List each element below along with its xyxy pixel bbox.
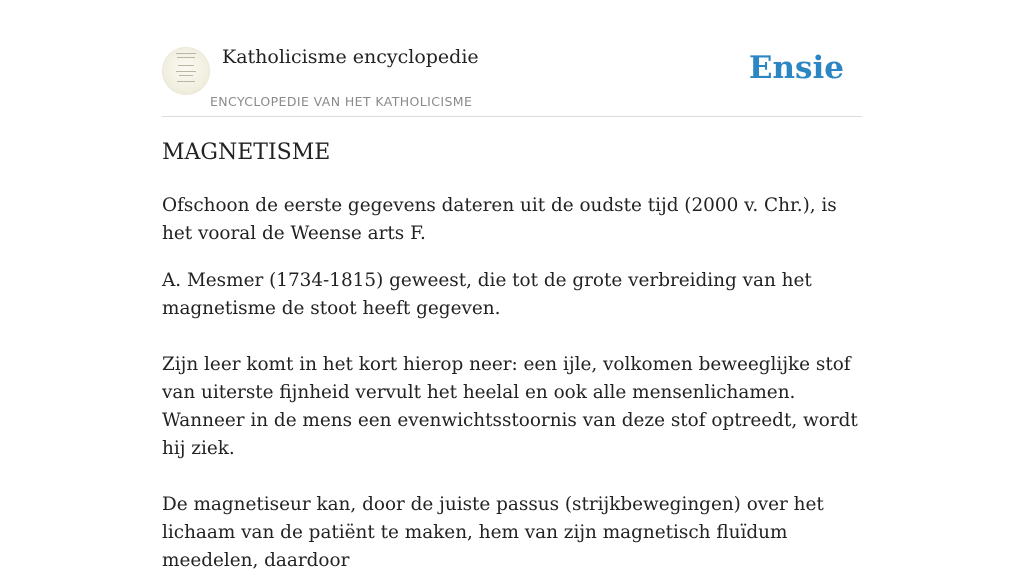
encyclopedia-cover-avatar[interactable] xyxy=(162,47,210,95)
article-paragraph: De magnetiseur kan, door de juiste passus (strijkbewegingen) over het lichaam van de patiënt te maken, hem van zijn magnetisch fluïdum meedelen, daardoor xyxy=(162,494,824,571)
site-header xyxy=(162,0,862,117)
site-subtitle: ENCYCLOPEDIE VAN HET KATHOLICISME xyxy=(210,94,473,109)
article-paragraph: Ofschoon de eerste gegevens dateren uit de oudste tijd (2000 v. Chr.), is het vooral de Weense arts F. xyxy=(162,195,837,244)
site-title[interactable]: Katholicisme encyclopedie xyxy=(222,46,479,68)
page xyxy=(162,0,862,571)
article-body xyxy=(162,192,862,575)
article-paragraph: Zijn leer komt in het kort hierop neer: een ijle, volkomen beweeglijke stof van uiterste fijnheid vervult het heelal en ook alle mensenlichamen. Wanneer in de mens een evenwichtsstoornis van deze stof optreedt, wordt hij ziek. xyxy=(162,354,858,459)
article-title: MAGNETISME xyxy=(162,140,331,165)
article-paragraph: A. Mesmer (1734-1815) geweest, die tot de grote verbreiding van het magnetisme de stoot heeft gegeven. xyxy=(162,270,812,319)
ensie-logo[interactable]: Ensie xyxy=(748,50,844,86)
